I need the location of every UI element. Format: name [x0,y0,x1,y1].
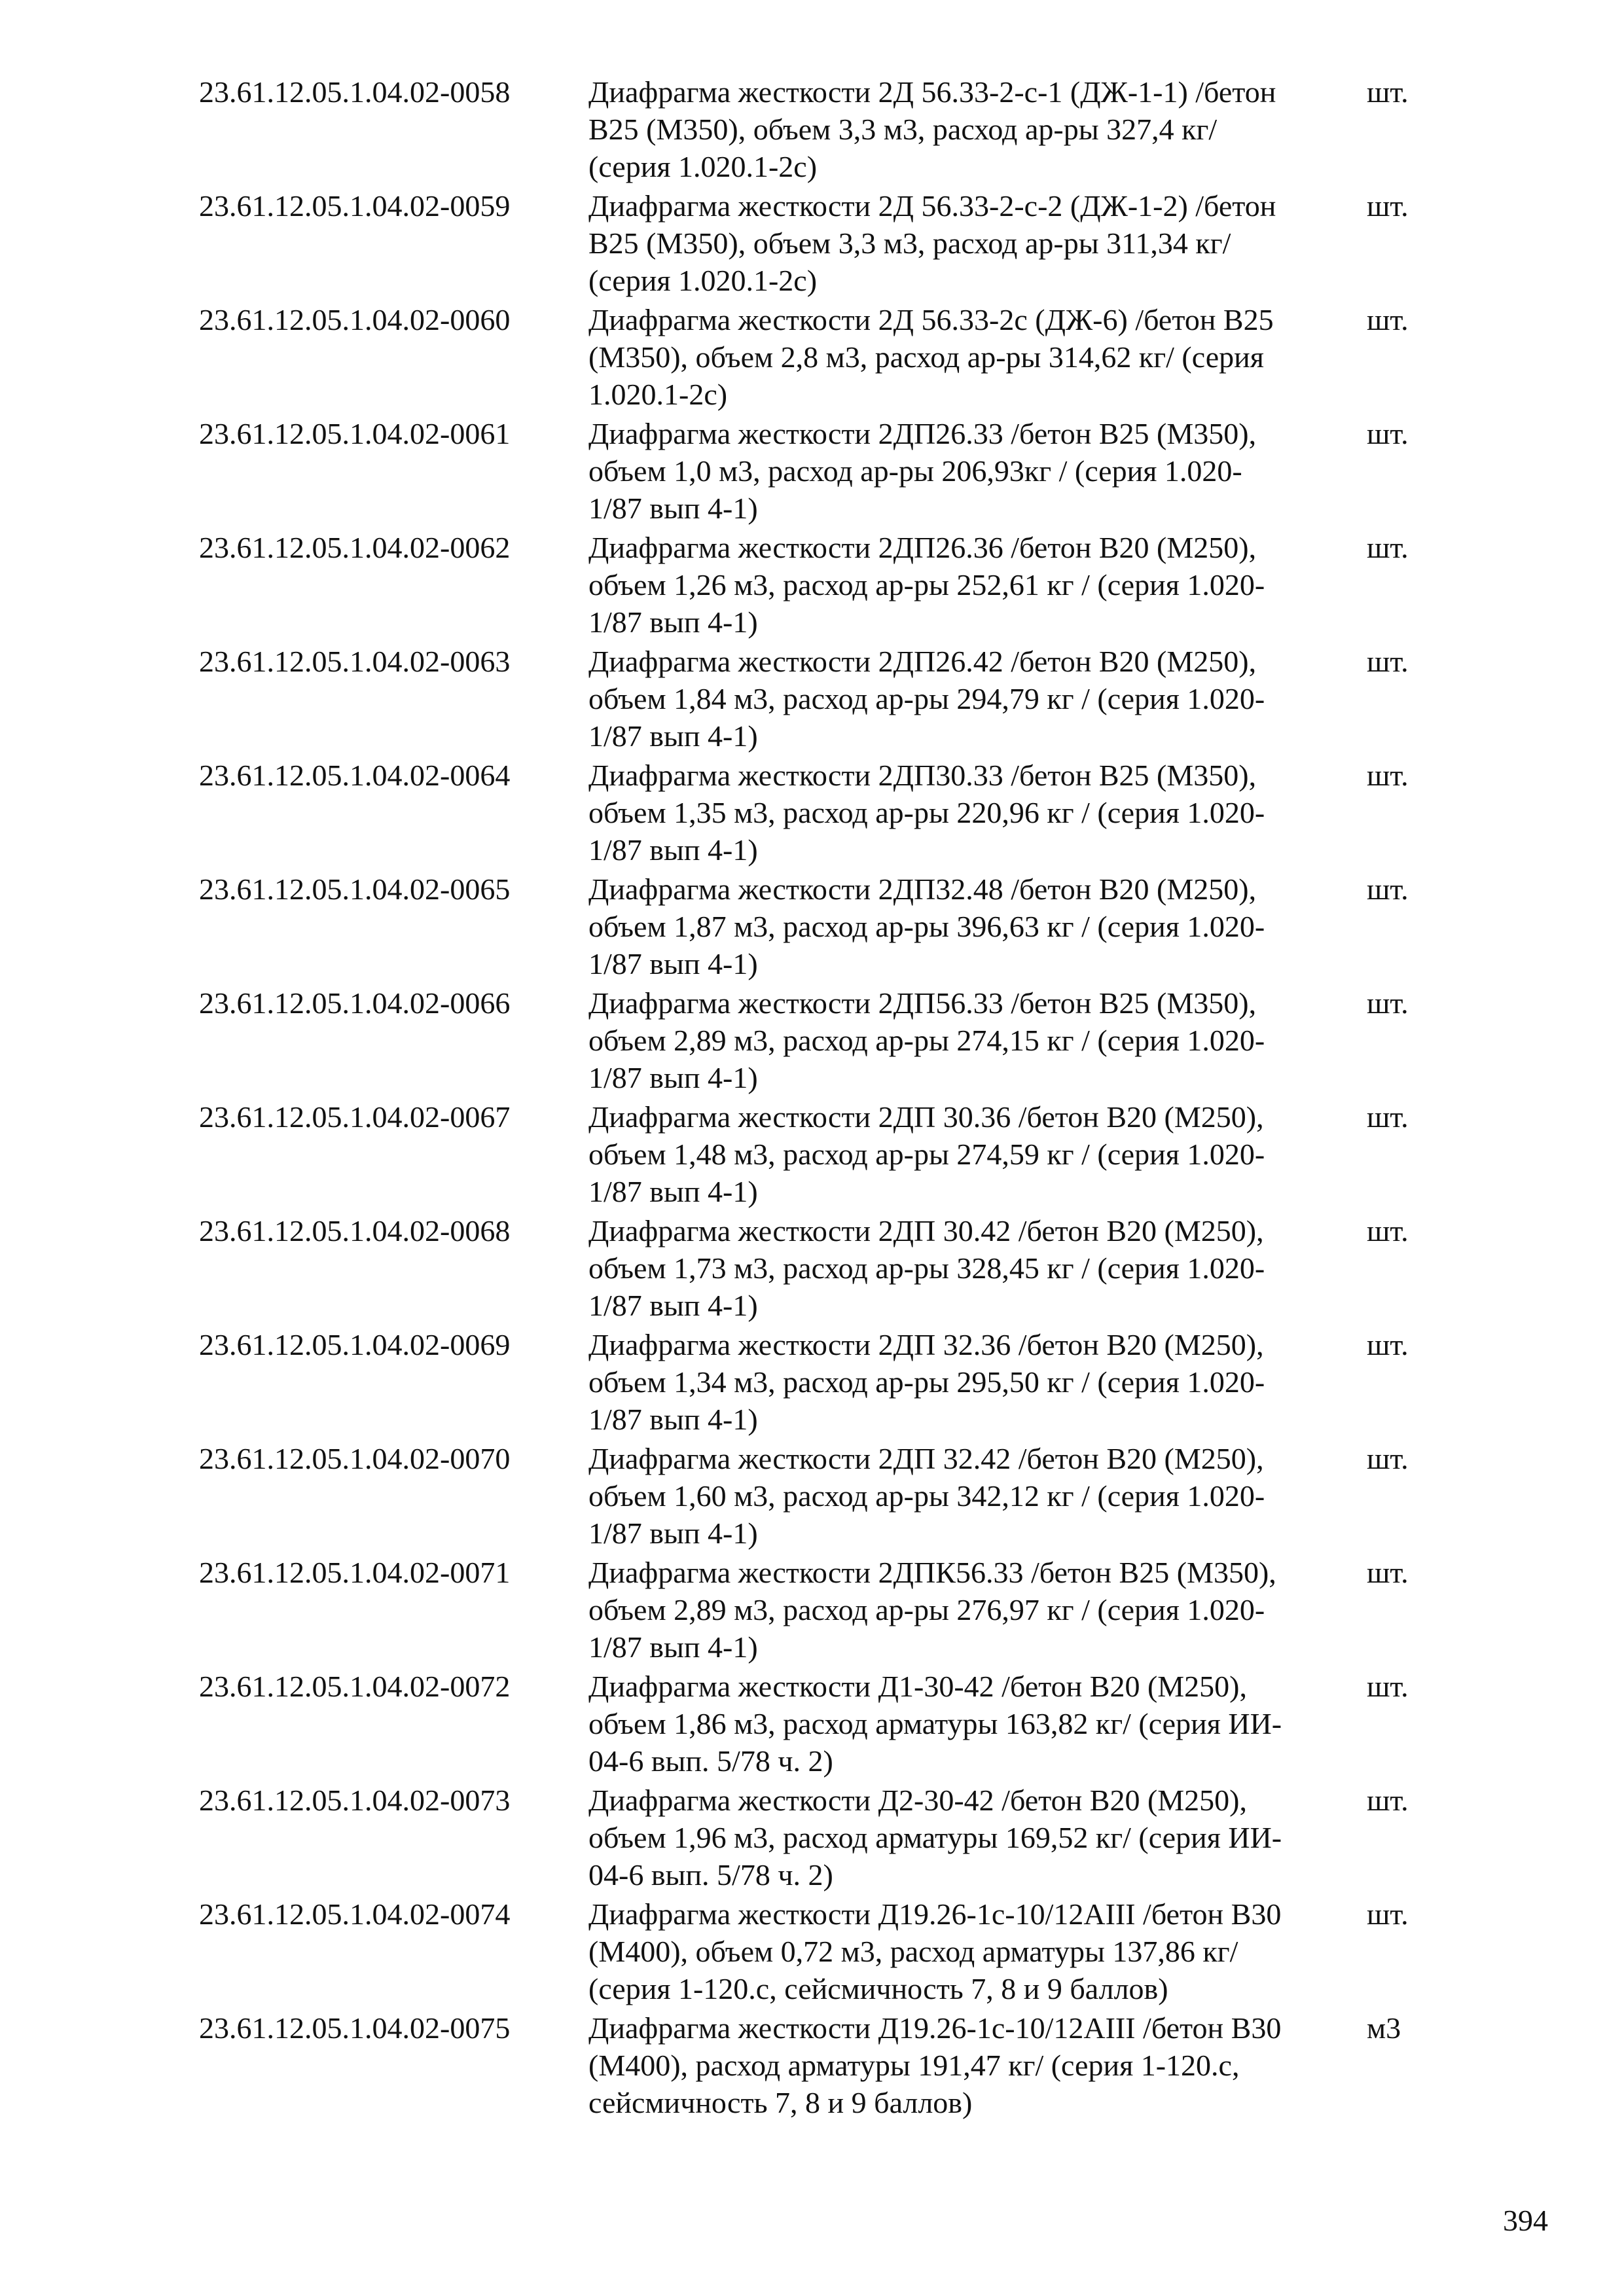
table-row [0,529,1624,643]
table-row [0,187,1624,301]
resource-description: Диафрагма жесткости 2ДПК56.33 /бетон В25 (М350), объем 2,89 м3, расход ар-ры 276,97 кг / (серия 1.020- 1/87 вып 4-1) [588,1556,1276,1664]
resource-unit: шт. [1367,1670,1409,1703]
resource-unit: шт. [1367,986,1409,1020]
resource-description: Диафрагма жесткости 2ДП 30.42 /бетон В20 (М250), объем 1,73 м3, расход ар-ры 328,45 кг / (серия 1.020- 1/87 вып 4-1) [588,1214,1265,1322]
resource-code: 23.61.12.05.1.04.02-0067 [199,1100,511,1134]
resource-table [0,73,1624,2123]
resource-description: Диафрагма жесткости Д19.26-1с-10/12АIII /бетон В30 (М400), объем 0,72 м3, расход арматуры 137,86 кг/ (серия 1-120.с, сейсмичность 7, 8 и 9 баллов) [588,1897,1282,2005]
resource-description: Диафрагма жесткости 2ДП56.33 /бетон В25 (М350), объем 2,89 м3, расход ар-ры 274,15 кг / (серия 1.020- 1/87 вып 4-1) [588,986,1265,1094]
table-row [0,73,1624,187]
resource-code: 23.61.12.05.1.04.02-0061 [199,417,511,450]
resource-code: 23.61.12.05.1.04.02-0059 [199,189,511,223]
resource-code: 23.61.12.05.1.04.02-0065 [199,872,511,906]
resource-code: 23.61.12.05.1.04.02-0069 [199,1328,511,1361]
resource-unit: шт. [1367,189,1409,223]
resource-description: Диафрагма жесткости 2ДП26.42 /бетон В20 (М250), объем 1,84 м3, расход ар-ры 294,79 кг / (серия 1.020- 1/87 вып 4-1) [588,645,1265,753]
resource-unit: шт. [1367,1784,1409,1817]
resource-code: 23.61.12.05.1.04.02-0066 [199,986,511,1020]
resource-unit: шт. [1367,1100,1409,1134]
resource-unit: шт. [1367,75,1409,109]
resource-unit: шт. [1367,417,1409,450]
resource-description: Диафрагма жесткости 2Д 56.33-2-с-1 (ДЖ-1-1) /бетон В25 (М350), объем 3,3 м3, расход ар-ры 327,4 кг/ (серия 1.020.1-2с) [588,75,1276,183]
resource-unit: шт. [1367,531,1409,564]
resource-unit: м3 [1367,2011,1401,2045]
resource-description: Диафрагма жесткости Д1-30-42 /бетон В20 (М250), объем 1,86 м3, расход арматуры 163,82 кг/ (серия ИИ- 04-6 вып. 5/78 ч. 2) [588,1670,1282,1778]
resource-unit: шт. [1367,303,1409,336]
table-row [0,1326,1624,1440]
resource-unit: шт. [1367,872,1409,906]
page-number: 394 [1503,2204,1548,2237]
resource-unit: шт. [1367,645,1409,678]
table-row [0,1098,1624,1212]
table-row [0,1895,1624,2009]
resource-unit: шт. [1367,759,1409,792]
resource-description: Диафрагма жесткости 2ДП32.48 /бетон В20 (М250), объем 1,87 м3, расход ар-ры 396,63 кг / (серия 1.020- 1/87 вып 4-1) [588,872,1265,980]
table-row [0,757,1624,870]
table-row [0,1782,1624,1895]
resource-code: 23.61.12.05.1.04.02-0063 [199,645,511,678]
resource-description: Диафрагма жесткости 2Д 56.33-2с (ДЖ-6) /бетон В25 (М350), объем 2,8 м3, расход ар-ры 314,62 кг/ (серия 1.020.1-2с) [588,303,1274,411]
table-row [0,1440,1624,1554]
resource-code: 23.61.12.05.1.04.02-0064 [199,759,511,792]
table-row [0,1668,1624,1782]
resource-description: Диафрагма жесткости Д2-30-42 /бетон В20 (М250), объем 1,96 м3, расход арматуры 169,52 кг/ (серия ИИ- 04-6 вып. 5/78 ч. 2) [588,1784,1282,1892]
resource-description: Диафрагма жесткости 2ДП 32.36 /бетон В20 (М250), объем 1,34 м3, расход ар-ры 295,50 кг / (серия 1.020- 1/87 вып 4-1) [588,1328,1265,1436]
resource-description: Диафрагма жесткости 2ДП 32.42 /бетон В20 (М250), объем 1,60 м3, расход ар-ры 342,12 кг / (серия 1.020- 1/87 вып 4-1) [588,1442,1265,1550]
table-row [0,870,1624,984]
resource-description: Диафрагма жесткости 2ДП30.33 /бетон В25 (М350), объем 1,35 м3, расход ар-ры 220,96 кг / (серия 1.020- 1/87 вып 4-1) [588,759,1265,867]
resource-code: 23.61.12.05.1.04.02-0074 [199,1897,511,1931]
resource-description: Диафрагма жесткости Д19.26-1с-10/12АIII /бетон В30 (М400), расход арматуры 191,47 кг/ (серия 1-120.с, сейсмичность 7, 8 и 9 баллов) [588,2011,1282,2119]
resource-unit: шт. [1367,1897,1409,1931]
resource-code: 23.61.12.05.1.04.02-0072 [199,1670,511,1703]
resource-code: 23.61.12.05.1.04.02-0075 [199,2011,511,2045]
resource-code: 23.61.12.05.1.04.02-0070 [199,1442,511,1475]
resource-description: Диафрагма жесткости 2ДП26.36 /бетон В20 (М250), объем 1,26 м3, расход ар-ры 252,61 кг / (серия 1.020- 1/87 вып 4-1) [588,531,1265,639]
resource-code: 23.61.12.05.1.04.02-0071 [199,1556,511,1589]
table-row [0,643,1624,757]
resource-description: Диафрагма жесткости 2ДП26.33 /бетон В25 (М350), объем 1,0 м3, расход ар-ры 206,93кг / (серия 1.020- 1/87 вып 4-1) [588,417,1257,525]
resource-unit: шт. [1367,1214,1409,1247]
table-row [0,2009,1624,2123]
table-row [0,1554,1624,1668]
resource-unit: шт. [1367,1556,1409,1589]
resource-description: Диафрагма жесткости 2Д 56.33-2-с-2 (ДЖ-1-2) /бетон В25 (М350), объем 3,3 м3, расход ар-ры 311,34 кг/ (серия 1.020.1-2с) [588,189,1276,297]
table-row [0,984,1624,1098]
resource-code: 23.61.12.05.1.04.02-0062 [199,531,511,564]
resource-unit: шт. [1367,1442,1409,1475]
table-row [0,1212,1624,1326]
table-row [0,301,1624,415]
resource-code: 23.61.12.05.1.04.02-0073 [199,1784,511,1817]
resource-code: 23.61.12.05.1.04.02-0058 [199,75,511,109]
resource-code: 23.61.12.05.1.04.02-0068 [199,1214,511,1247]
table-row [0,415,1624,529]
resource-code: 23.61.12.05.1.04.02-0060 [199,303,511,336]
resource-description: Диафрагма жесткости 2ДП 30.36 /бетон В20 (М250), объем 1,48 м3, расход ар-ры 274,59 кг / (серия 1.020- 1/87 вып 4-1) [588,1100,1265,1208]
resource-unit: шт. [1367,1328,1409,1361]
